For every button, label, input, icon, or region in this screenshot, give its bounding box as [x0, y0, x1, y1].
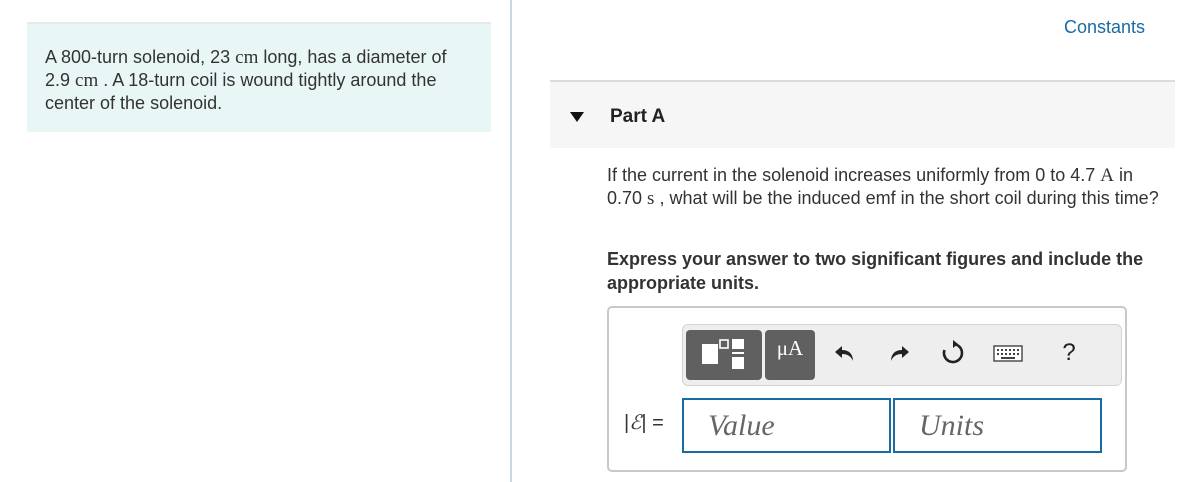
problem-text-3: . A 18-turn coil is wound tightly around the center of the solenoid. [45, 70, 437, 113]
answer-box [607, 306, 1127, 472]
question-unit-s: s [647, 188, 655, 209]
help-icon[interactable]: ? [1062, 339, 1076, 366]
part-title: Part A [610, 106, 666, 127]
question-unit-A: A [1100, 165, 1114, 186]
reset-icon[interactable] [939, 339, 967, 367]
units-input[interactable]: Units [893, 398, 1102, 453]
problem-statement-panel [27, 24, 491, 132]
constants-link[interactable]: Constants [1063, 17, 1145, 37]
emf-symbol: ℰ [629, 410, 642, 434]
part-a-header[interactable] [550, 82, 1175, 148]
answer-instructions: Express your answer to two significant figures and include the appropriate units. [607, 249, 1144, 293]
value-input[interactable]: Value [682, 398, 891, 453]
equals-sign: = [652, 412, 664, 434]
templates-button[interactable] [686, 330, 762, 380]
question-text [607, 164, 1167, 210]
question-text-1: If the current in the solenoid increases uniformly from 0 to 4.7 [607, 165, 1101, 185]
templates-icon [686, 330, 762, 380]
problem-statement [45, 46, 473, 115]
keyboard-icon[interactable] [993, 339, 1023, 367]
units-button[interactable] [765, 330, 815, 380]
problem-unit-cm-1: cm [235, 47, 259, 68]
math-toolbar [682, 324, 1122, 386]
undo-icon[interactable] [831, 339, 859, 367]
column-divider [510, 0, 512, 482]
problem-text-2: long, has a diameter of 2.9 [45, 47, 447, 90]
caret-down-icon[interactable] [570, 112, 584, 122]
question-text-2: in 0.70 [607, 165, 1133, 208]
problem-unit-cm-2: cm [75, 70, 99, 91]
question-text-3: , what will be the induced emf in the short coil during this time? [654, 188, 1159, 208]
emf-label: |ℰ| = [624, 410, 664, 434]
units-icon: μA [776, 336, 804, 360]
redo-icon[interactable] [885, 339, 913, 367]
problem-text-1: A 800-turn solenoid, 23 [45, 47, 236, 67]
